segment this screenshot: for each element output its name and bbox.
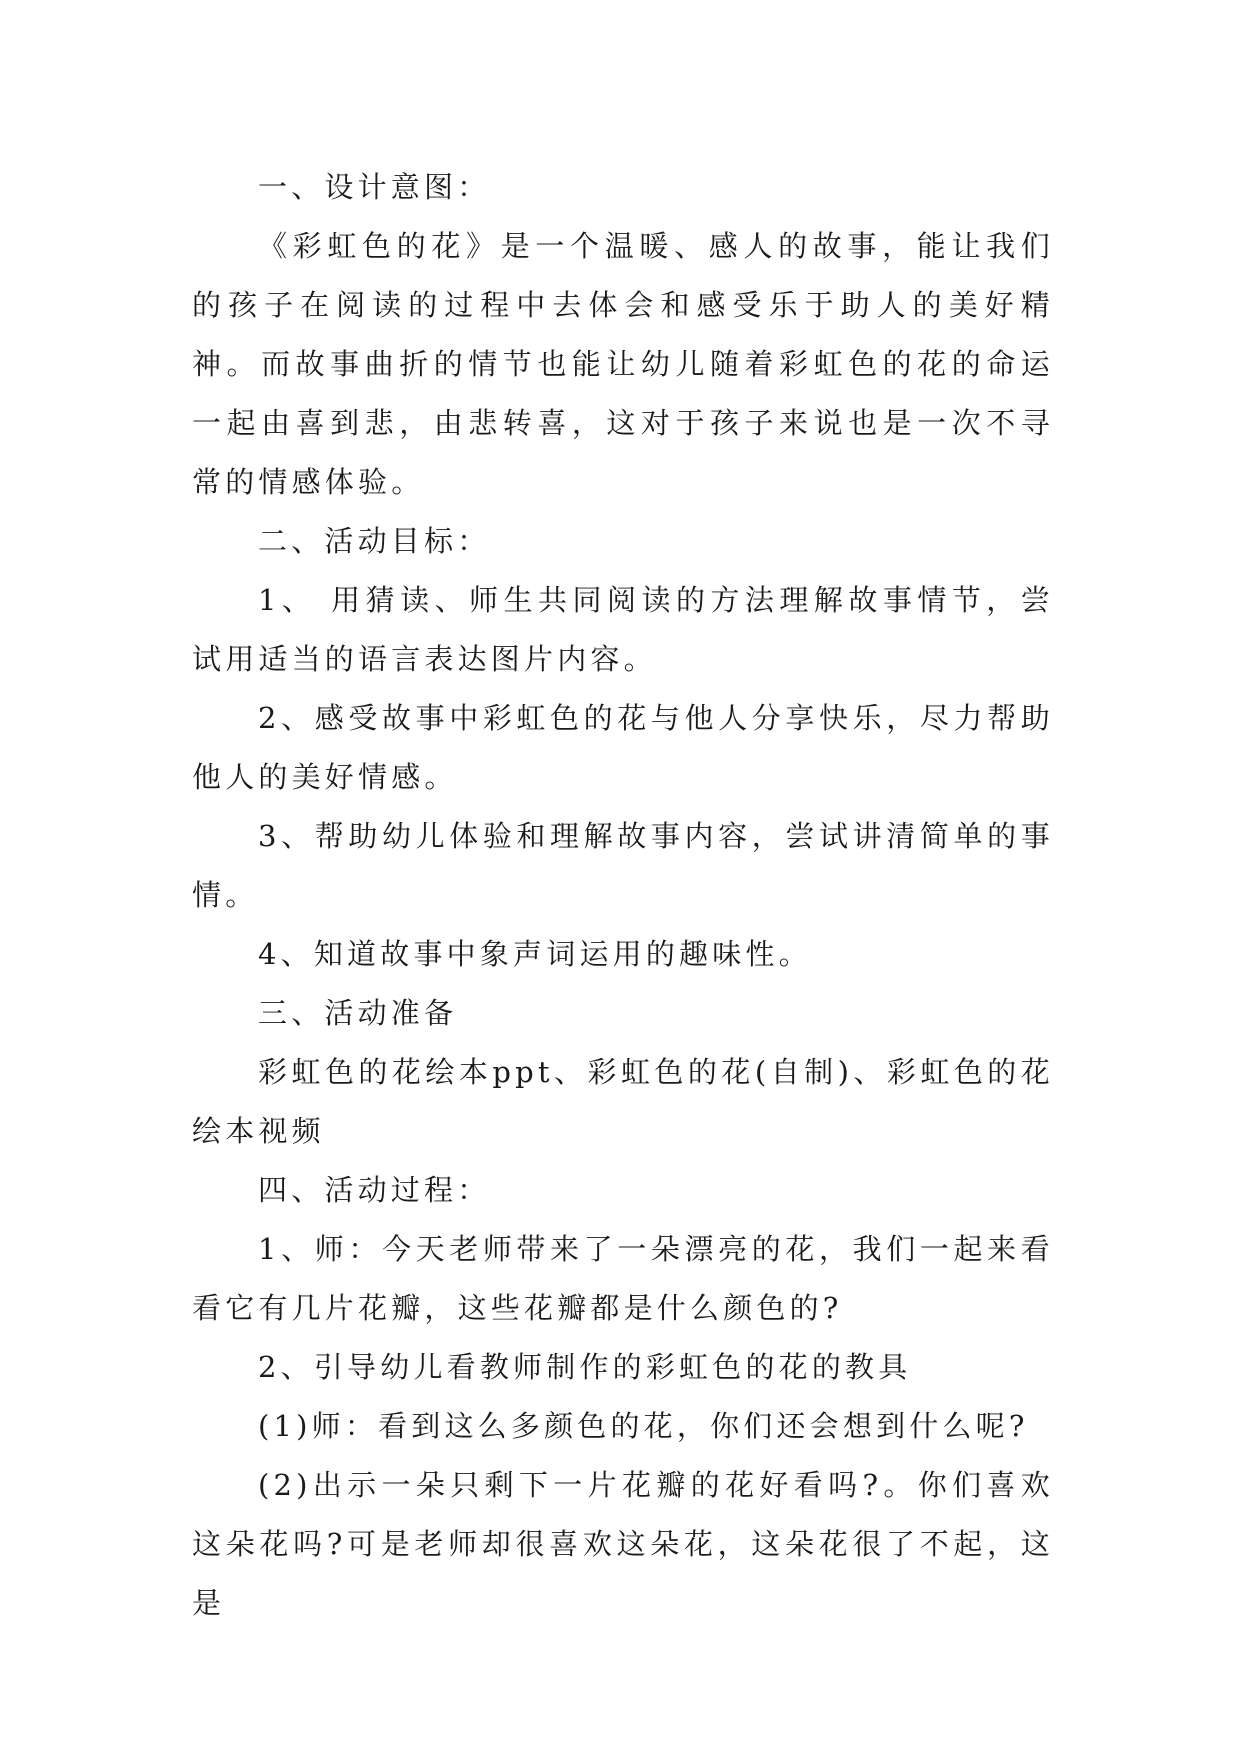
section-heading-design-intent: 一、设计意图： <box>258 170 491 204</box>
process-step-2: 2、引导幼儿看教师制作的彩虹色的花的教具 <box>258 1350 912 1384</box>
paragraph-preparation: 彩虹色的花绘本ppt、彩虹色的花(自制)、彩虹色的花绘本视频 <box>192 1055 1054 1148</box>
paragraph-design-intent: 《彩虹色的花》是一个温暖、感人的故事，能让我们的孩子在阅读的过程中去体会和感受乐于助人的美好精神。而故事曲折的情节也能让幼儿随着彩虹色的花的命运一起由喜到悲，由悲转喜，这对于孩子来说也是一次不寻常的情感体验。 <box>192 229 1054 499</box>
goal-item-2: 2、感受故事中彩虹色的花与他人分享快乐，尽力帮助他人的美好情感。 <box>192 701 1054 794</box>
section-heading-activity-goals: 二、活动目标： <box>258 524 491 558</box>
section-heading-activity-process: 四、活动过程： <box>258 1173 491 1207</box>
goal-item-1: 1、 用猜读、师生共同阅读的方法理解故事情节，尝试用适当的语言表达图片内容。 <box>192 583 1054 676</box>
process-substep-1: (1)师：看到这么多颜色的花，你们还会想到什么呢? <box>258 1409 1029 1443</box>
process-step-1: 1、师：今天老师带来了一朵漂亮的花，我们一起来看看它有几片花瓣，这些花瓣都是什么颜色的? <box>192 1232 1054 1325</box>
goal-item-4: 4、知道故事中象声词运用的趣味性。 <box>258 937 812 971</box>
document-body <box>192 158 1054 1633</box>
process-substep-2: (2)出示一朵只剩下一片花瓣的花好看吗?。你们喜欢这朵花吗?可是老师却很喜欢这朵花，这朵花很了不起，这是 <box>192 1468 1054 1620</box>
section-heading-activity-preparation: 三、活动准备 <box>258 996 458 1030</box>
goal-item-3: 3、帮助幼儿体验和理解故事内容，尝试讲清简单的事情。 <box>192 819 1054 912</box>
